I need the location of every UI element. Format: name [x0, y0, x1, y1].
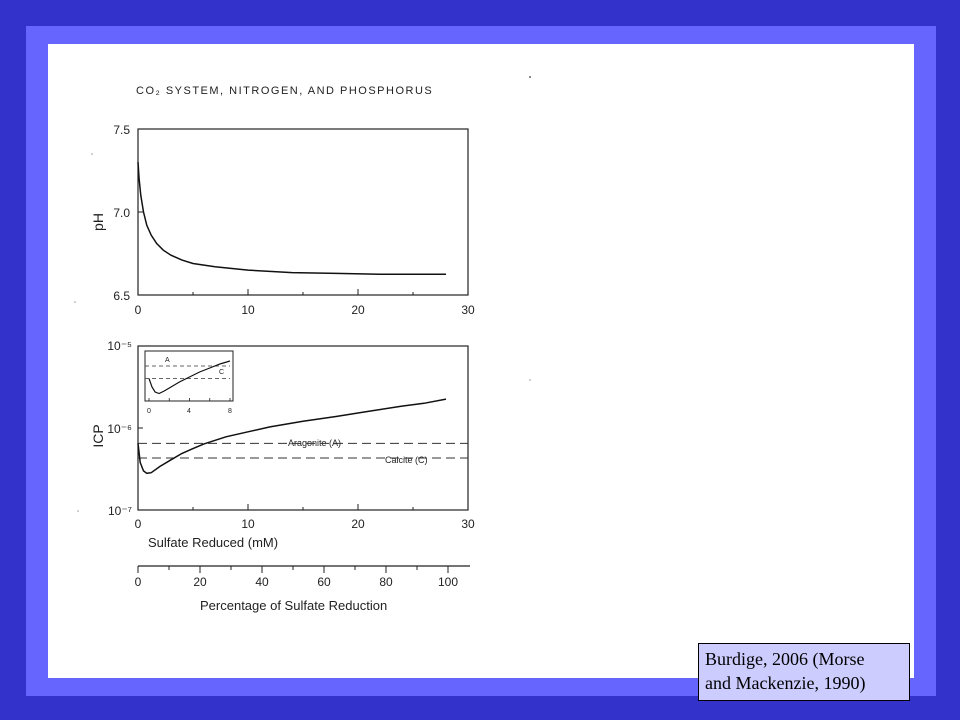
scan-speck [529, 76, 531, 78]
ph-plot-frame [138, 129, 468, 295]
icp-y-tick-label: 10⁻⁶ [107, 422, 132, 436]
ph-x-tick-label: 0 [134, 303, 142, 317]
percentage-tick-label: 100 [437, 575, 459, 589]
inset-calcite-label: C [219, 369, 225, 376]
scan-speck [74, 301, 76, 303]
ph-y-axis-label: pH [90, 213, 106, 231]
percentage-axis [135, 566, 470, 613]
ph-panel [90, 123, 475, 317]
citation-line: Burdige, 2006 (Morse [705, 649, 865, 669]
ph-y-tick-label: 7.5 [113, 123, 130, 137]
ph-x-tick-label: 10 [241, 303, 255, 317]
scan-speck [91, 153, 93, 155]
icp-y-tick-label: 10⁻⁷ [107, 504, 132, 518]
citation-box [698, 643, 910, 701]
ph-x-tick-label: 30 [461, 303, 475, 317]
inset-x-tick-label: 8 [228, 408, 232, 415]
figure-header: CO₂ SYSTEM, NITROGEN, AND PHOSPHORUS [136, 85, 434, 97]
icp-x-tick-label: 0 [134, 517, 142, 531]
figure-scan [48, 44, 914, 678]
icp-x-tick-labels [135, 517, 475, 531]
aragonite-line-label: Aragonite (A) [288, 438, 342, 448]
icp-x-tick-label: 30 [461, 517, 475, 531]
percentage-tick-label: 80 [379, 575, 393, 589]
citation-line: and Mackenzie, 1990) [705, 673, 866, 693]
slide-content [48, 44, 914, 693]
icp-inset [145, 351, 233, 415]
ph-y-tick-labels [113, 123, 130, 303]
icp-x-tick-label: 20 [351, 517, 365, 531]
icp-x-axis-label: Sulfate Reduced (mM) [148, 535, 279, 550]
ph-y-tick-label: 6.5 [113, 289, 130, 303]
icp-y-axis-label: ICP [90, 424, 106, 448]
percentage-tick-label: 60 [317, 575, 331, 589]
icp-x-tick-label: 10 [241, 517, 255, 531]
inset-x-tick-label: 4 [187, 408, 191, 415]
ph-y-tick-label: 7.0 [113, 206, 130, 220]
icp-panel [90, 339, 475, 550]
scan-speck [529, 379, 531, 381]
icp-y-tick-labels [107, 339, 132, 518]
ph-series-line [138, 162, 446, 274]
percentage-tick-label: 20 [193, 575, 207, 589]
inset-aragonite-label: A [165, 357, 170, 364]
ph-x-tick-labels [135, 303, 475, 317]
percentage-tick-label: 40 [255, 575, 269, 589]
calcite-line-label: Calcite (C) [385, 455, 428, 465]
ph-x-tick-label: 20 [351, 303, 365, 317]
icp-y-tick-label: 10⁻⁵ [107, 339, 132, 353]
scan-speck [77, 510, 79, 512]
percentage-tick-label: 0 [134, 575, 142, 589]
percentage-axis-label: Percentage of Sulfate Reduction [200, 598, 388, 613]
inset-x-tick-label: 0 [147, 408, 151, 415]
